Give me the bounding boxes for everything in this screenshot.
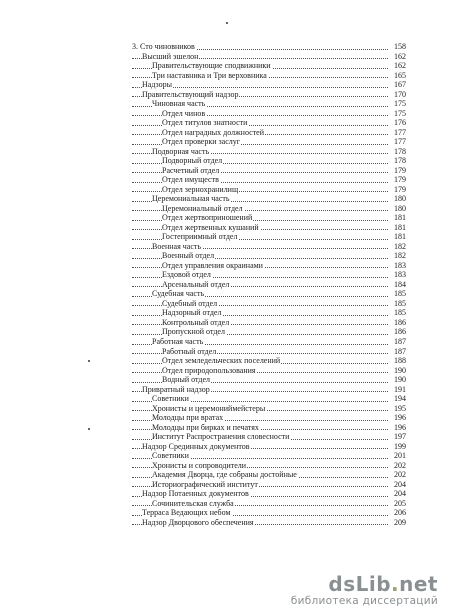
toc-entry-title: Историографический институт	[152, 479, 258, 489]
toc-entry-title: Отдел наградных должностей	[162, 127, 265, 137]
toc-entry-title: Отдел титулов знатности	[162, 118, 248, 128]
toc-entry	[132, 356, 406, 366]
toc-entry-page: 194	[394, 394, 406, 404]
toc-entry-page: 176	[394, 118, 406, 128]
toc-entry-title: Надзор Срединных документов	[142, 441, 250, 451]
toc-entry-page: 185	[394, 308, 406, 318]
toc-entry-title: Правительствующий надзор	[142, 89, 239, 99]
toc-entry-title: Молодцы при бирках и печатях	[152, 422, 259, 432]
toc-entry	[132, 128, 406, 138]
toc-entry-title: Молодцы при вратах	[152, 413, 224, 423]
toc-entry-title: Хронисты и сопроводители	[152, 460, 247, 470]
toc-entry	[132, 194, 406, 204]
toc-entry-title: Советники	[152, 394, 189, 404]
toc-entry	[132, 432, 406, 442]
toc-entry	[132, 480, 406, 490]
scan-speck	[88, 360, 90, 362]
toc-entry-page: 178	[394, 146, 406, 156]
toc-entry-page: 170	[394, 89, 406, 99]
toc-entry-title: Сочинительская служба	[152, 498, 234, 508]
toc-entry-page: 201	[394, 451, 406, 461]
toc-entry	[132, 185, 406, 195]
toc-entry-page: 177	[394, 137, 406, 147]
toc-entry	[132, 423, 406, 433]
toc-entry	[132, 80, 406, 90]
toc-entry-page: 205	[394, 498, 406, 508]
toc-entry-page: 186	[394, 327, 406, 337]
toc-entry-title: Церемониальная часть	[152, 194, 230, 204]
toc-entry-title: Водный отдел	[162, 375, 211, 385]
toc-entry	[132, 99, 406, 109]
toc-entry-title: Военная часть	[152, 241, 202, 251]
toc-entry	[132, 318, 406, 328]
toc-entry	[132, 251, 406, 261]
toc-entry-page: 209	[394, 517, 406, 527]
toc-entry-title: Отдел управления окраинами	[162, 260, 263, 270]
toc-entry-page: 175	[394, 108, 406, 118]
toc-entry	[132, 280, 406, 290]
toc-entry-page: 190	[394, 375, 406, 385]
toc-entry-title: Отдел земледельческих поселений	[162, 356, 281, 366]
toc-entry-title: Отдел проверки заслуг	[162, 137, 241, 147]
scan-speck	[88, 428, 90, 430]
toc-entry-page: 196	[394, 422, 406, 432]
toc-entry	[132, 232, 406, 242]
toc-entry-page: 181	[394, 222, 406, 232]
toc-entry-title: Судебный отдел	[162, 298, 218, 308]
toc-entry-page: 199	[394, 441, 406, 451]
toc-entry	[132, 442, 406, 452]
toc-entry	[132, 242, 406, 252]
toc-entry-title: Надзор Дворцового обеспечения	[142, 517, 254, 527]
toc-entry-page: 190	[394, 365, 406, 375]
toc-entry-page: 184	[394, 279, 406, 289]
toc-entry-page: 187	[394, 336, 406, 346]
toc-entry-title: Надзорный отдел	[162, 308, 222, 318]
toc-entry	[132, 42, 406, 52]
toc-entry	[132, 347, 406, 357]
toc-entry-title: Гостеприимный отдел	[162, 232, 238, 242]
toc-entry-title: Подворный отдел	[162, 156, 223, 166]
toc-entry-page: 167	[394, 80, 406, 90]
toc-entry-title: Отдел природопользования	[162, 365, 256, 375]
toc-entry	[132, 299, 406, 309]
toc-entry-title: Контрольный отдел	[162, 317, 230, 327]
toc-entry-page: 162	[394, 61, 406, 71]
toc-entry	[132, 137, 406, 147]
toc-entry	[132, 508, 406, 518]
toc-entry	[132, 404, 406, 414]
toc-entry-page: 165	[394, 70, 406, 80]
toc-entry-title: Пропускной отдел	[162, 327, 225, 337]
toc-entry-page: 197	[394, 432, 406, 442]
table-of-contents	[132, 42, 406, 527]
toc-entry-title: Церемониальный отдел	[162, 203, 243, 213]
toc-entry-title: Арсенальный отдел	[162, 279, 230, 289]
toc-entry	[132, 337, 406, 347]
toc-entry	[132, 109, 406, 119]
toc-entry	[132, 175, 406, 185]
toc-entry-title: Работная часть	[152, 336, 204, 346]
toc-entry-title: Отдел жертвенных кушаний	[162, 222, 259, 232]
toc-entry-page: 191	[394, 384, 406, 394]
toc-entry-page: 186	[394, 317, 406, 327]
toc-entry	[132, 394, 406, 404]
toc-entry-page: 182	[394, 251, 406, 261]
toc-entry-title: Отдел имуществ	[162, 175, 219, 185]
toc-entry-title: Правительствующие сподвижники	[152, 61, 271, 71]
toc-entry-page: 162	[394, 51, 406, 61]
toc-entry	[132, 71, 406, 81]
toc-entry	[132, 118, 406, 128]
watermark	[291, 573, 438, 607]
toc-entry-title: Привратный надзор	[142, 384, 210, 394]
toc-entry	[132, 451, 406, 461]
toc-entry-title: Ездовой отдел	[162, 270, 211, 280]
toc-entry	[132, 518, 406, 528]
toc-entry	[132, 375, 406, 385]
toc-entry-title: Работный отдел	[162, 346, 217, 356]
toc-entry	[132, 385, 406, 395]
toc-entry-page: 182	[394, 241, 406, 251]
toc-entry-page: 185	[394, 289, 406, 299]
toc-entry-title: Три наставника и Три верховника	[152, 70, 267, 80]
toc-entry-page: 179	[394, 175, 406, 185]
toc-entry	[132, 327, 406, 337]
toc-entry-page: 181	[394, 232, 406, 242]
toc-entry-page: 204	[394, 489, 406, 499]
toc-entry-title: Отдел зернохранилищ	[162, 184, 239, 194]
toc-entry-page: 204	[394, 479, 406, 489]
toc-entry	[132, 289, 406, 299]
toc-entry-page: 179	[394, 184, 406, 194]
toc-entry-page: 180	[394, 194, 406, 204]
toc-entry-page: 202	[394, 470, 406, 480]
toc-entry	[132, 166, 406, 176]
toc-entry-title: Институт Распространения словесности	[152, 432, 290, 442]
toc-entry-page: 180	[394, 203, 406, 213]
toc-entry	[132, 204, 406, 214]
toc-entry	[132, 489, 406, 499]
toc-entry	[132, 413, 406, 423]
toc-entry-page: 177	[394, 127, 406, 137]
toc-entry-title: Советники	[152, 451, 189, 461]
toc-entry-title: Отдел жертвоприношений	[162, 213, 253, 223]
toc-entry-page: 202	[394, 460, 406, 470]
toc-entry-title: Расчетный отдел	[162, 165, 220, 175]
toc-entry	[132, 213, 406, 223]
toc-entry-page: 178	[394, 156, 406, 166]
toc-entry	[132, 470, 406, 480]
toc-entry-page: 187	[394, 346, 406, 356]
watermark-logo: dsLib.net	[328, 572, 438, 596]
scan-speck	[226, 22, 228, 24]
toc-entry	[132, 156, 406, 166]
toc-entry	[132, 90, 406, 100]
toc-entry	[132, 308, 406, 318]
toc-entry-page: 206	[394, 508, 406, 518]
toc-entry-title: Надзоры	[142, 80, 172, 90]
toc-entry-title: Судебная часть	[152, 289, 205, 299]
toc-entry-title: Надзор Потаенных документов	[142, 489, 249, 499]
toc-entry-page: 175	[394, 99, 406, 109]
toc-entry-page: 179	[394, 165, 406, 175]
toc-entry-page: 183	[394, 260, 406, 270]
toc-entry-title: 3. Сто чиновников	[132, 42, 195, 51]
toc-entry-title: Военный отдел	[162, 251, 215, 261]
toc-entry-page: 158	[394, 42, 406, 51]
toc-entry	[132, 52, 406, 62]
toc-entry	[132, 61, 406, 71]
toc-entry	[132, 366, 406, 376]
watermark-subtitle: библиотека диссертаций	[290, 595, 438, 607]
toc-entry-title: Хронисты и церемониймейстеры	[152, 403, 266, 413]
toc-entry-page: 181	[394, 213, 406, 223]
toc-entry-page: 188	[394, 356, 406, 366]
toc-entry-page: 183	[394, 270, 406, 280]
toc-entry	[132, 499, 406, 509]
toc-entry	[132, 223, 406, 233]
toc-entry-title: Подворная часть	[152, 146, 210, 156]
toc-entry-title: Отдел чинов	[162, 108, 206, 118]
toc-entry-title: Чиновная часть	[152, 99, 206, 109]
toc-entry	[132, 261, 406, 271]
toc-entry-title: Академия Дворца, где собраны достойные	[152, 470, 297, 480]
toc-entry-page: 196	[394, 413, 406, 423]
toc-entry	[132, 147, 406, 157]
toc-entry-page: 195	[394, 403, 406, 413]
toc-entry	[132, 461, 406, 471]
toc-entry	[132, 270, 406, 280]
toc-entry-title: Высший эшелон	[142, 51, 199, 61]
toc-entry-page: 185	[394, 298, 406, 308]
toc-entry-title: Терраса Ведающих небом	[142, 508, 231, 518]
